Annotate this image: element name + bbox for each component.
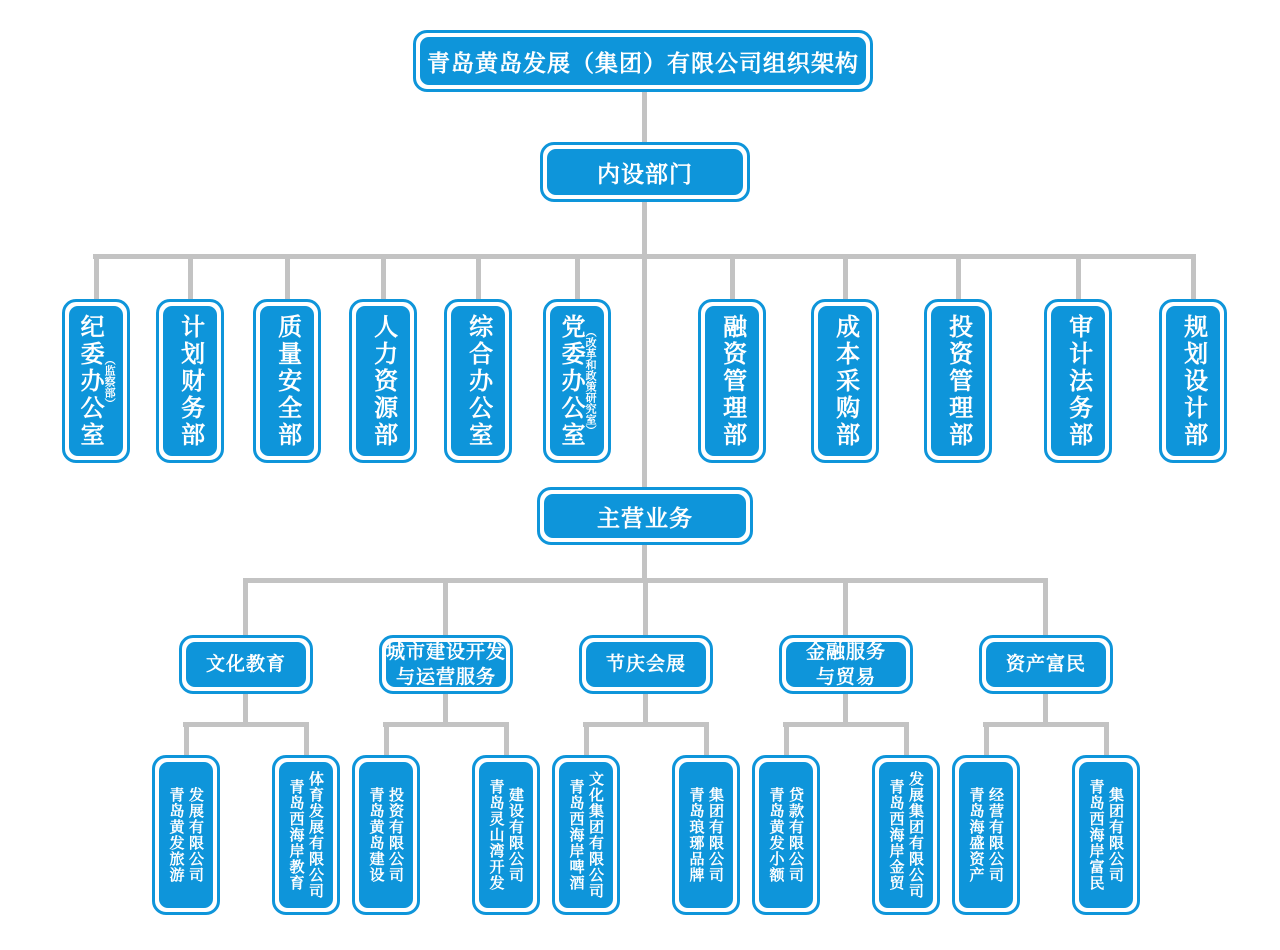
business-category-box [979,635,1113,694]
connector-line [583,722,709,727]
company-name-col2: 经营有限公司 [987,787,1005,883]
company-name-col2: 体育发展有限公司 [307,771,325,899]
department-box [811,299,879,463]
connector-line [784,722,789,755]
department-label: 党委办公室 [557,313,586,449]
company-box [672,755,740,915]
connector-line [381,254,386,300]
connector-line [730,254,735,300]
connector-line [983,722,1109,727]
box-fill [186,642,306,687]
box-fill [586,642,706,687]
company-name-col1: 青岛琅琊品牌 [687,787,706,883]
connector-line [956,254,961,300]
box-fill [550,306,604,456]
company-name-col1: 青岛黄岛建设 [367,787,386,883]
business-category-box [179,635,313,694]
box-fill [356,306,410,456]
connector-line [575,254,580,300]
company-name-col1: 青岛海盛资产 [967,787,986,883]
business-label: 城市建设开发 [386,640,507,663]
business-category-box [779,635,913,694]
connector-line [304,722,309,755]
company-name-col2: 贷款有限公司 [787,787,805,883]
company-box [872,755,940,915]
department-label: 质量安全部 [273,313,302,449]
department-label: 投资管理部 [944,313,973,449]
business-label: 文化教育 [205,653,286,676]
department-label: 规划设计部 [1179,313,1208,449]
connector-line [642,92,647,142]
department-box [349,299,417,463]
connector-line [904,722,909,755]
internal-departments-label: 内设部门 [597,161,693,188]
box-fill [479,762,533,908]
department-box [1044,299,1112,463]
business-label: 与贸易 [815,665,876,688]
department-box [1159,299,1227,463]
company-name-col1: 青岛西海岸金贸 [887,779,906,891]
box-fill [959,762,1013,908]
business-label: 金融服务 [805,640,886,663]
main-business-label: 主营业务 [597,505,693,532]
internal-departments-box [540,142,750,202]
box-fill [544,494,746,538]
department-box [253,299,321,463]
box-fill [818,306,872,456]
department-label: 纪委办公室 [76,313,105,449]
connector-line [643,694,648,724]
connector-line [783,722,909,727]
connector-line [643,578,648,635]
connector-line [584,722,589,755]
box-fill [359,762,413,908]
connector-line [384,722,389,755]
department-box [156,299,224,463]
company-name-col1: 青岛灵山湾开发 [487,779,506,891]
box-fill [260,306,314,456]
connector-line [383,722,509,727]
connector-line [1043,694,1048,724]
department-label: 融资管理部 [718,313,747,449]
box-fill [786,642,906,687]
connector-line [94,254,99,300]
box-fill [986,642,1106,687]
connector-line [1043,578,1048,635]
box-fill [420,37,866,85]
connector-line [704,722,709,755]
company-name-col2: 发展有限公司 [187,787,205,883]
box-fill [1051,306,1105,456]
box-fill [1166,306,1220,456]
business-label: 节庆会展 [605,653,686,676]
company-box [552,755,620,915]
department-label: 计划财务部 [176,313,205,449]
business-label: 与运营服务 [395,665,496,688]
org-title: 青岛黄岛发展（集团）有限公司组织架构 [427,50,859,77]
root-title-box [413,30,873,92]
box-fill [279,762,333,908]
company-name-col2: 发展集团有限公司 [907,771,925,899]
department-label: 人力资源部 [369,313,398,449]
box-fill [705,306,759,456]
connector-line [443,578,448,635]
company-box [752,755,820,915]
company-name-col2: 建设有限公司 [507,787,525,883]
connector-line [1104,722,1109,755]
connector-line [443,694,448,724]
connector-line [504,722,509,755]
box-fill [69,306,123,456]
company-box [472,755,540,915]
company-name-col1: 青岛黄发旅游 [167,787,186,883]
connector-line [843,578,848,635]
company-box [152,755,220,915]
box-fill [386,642,506,687]
department-label: 综合办公室 [464,313,493,449]
connector-line [243,578,248,635]
department-label: 审计法务部 [1064,313,1093,449]
company-name-col1: 青岛西海岸啤酒 [567,779,586,891]
company-name-col1: 青岛西海岸教育 [287,779,306,891]
department-note: （监察部） [103,353,117,409]
box-fill [451,306,505,456]
connector-line [243,694,248,724]
connector-line [93,254,1196,259]
connector-line [843,254,848,300]
connector-line [843,694,848,724]
department-note: （改革和政策研究室） [584,326,598,436]
connector-line [476,254,481,300]
company-name-col2: 文化集团有限公司 [587,771,605,899]
connector-line [642,202,647,488]
company-box [952,755,1020,915]
box-fill [163,306,217,456]
business-category-box [379,635,513,694]
box-fill [159,762,213,908]
box-fill [547,149,743,195]
connector-line [642,545,647,580]
connector-line [984,722,989,755]
connector-line [183,722,309,727]
connector-line [1191,254,1196,300]
business-category-box [579,635,713,694]
main-business-box [537,487,753,545]
company-name-col1: 青岛西海岸富民 [1087,779,1106,891]
company-box [272,755,340,915]
department-box [698,299,766,463]
company-name-col1: 青岛黄发小额 [767,787,786,883]
box-fill [1079,762,1133,908]
connector-line [188,254,193,300]
company-name-col2: 投资有限公司 [387,787,405,883]
company-name-col2: 集团有限公司 [1107,787,1125,883]
connector-line [184,722,189,755]
business-label: 资产富民 [1005,653,1086,676]
department-label: 成本采购部 [831,313,860,449]
company-name-col2: 集团有限公司 [707,787,725,883]
box-fill [931,306,985,456]
department-box [444,299,512,463]
department-box [543,299,611,463]
department-box [62,299,130,463]
box-fill [679,762,733,908]
box-fill [759,762,813,908]
connector-line [1076,254,1081,300]
connector-line [285,254,290,300]
box-fill [559,762,613,908]
company-box [1072,755,1140,915]
box-fill [879,762,933,908]
department-box [924,299,992,463]
company-box [352,755,420,915]
